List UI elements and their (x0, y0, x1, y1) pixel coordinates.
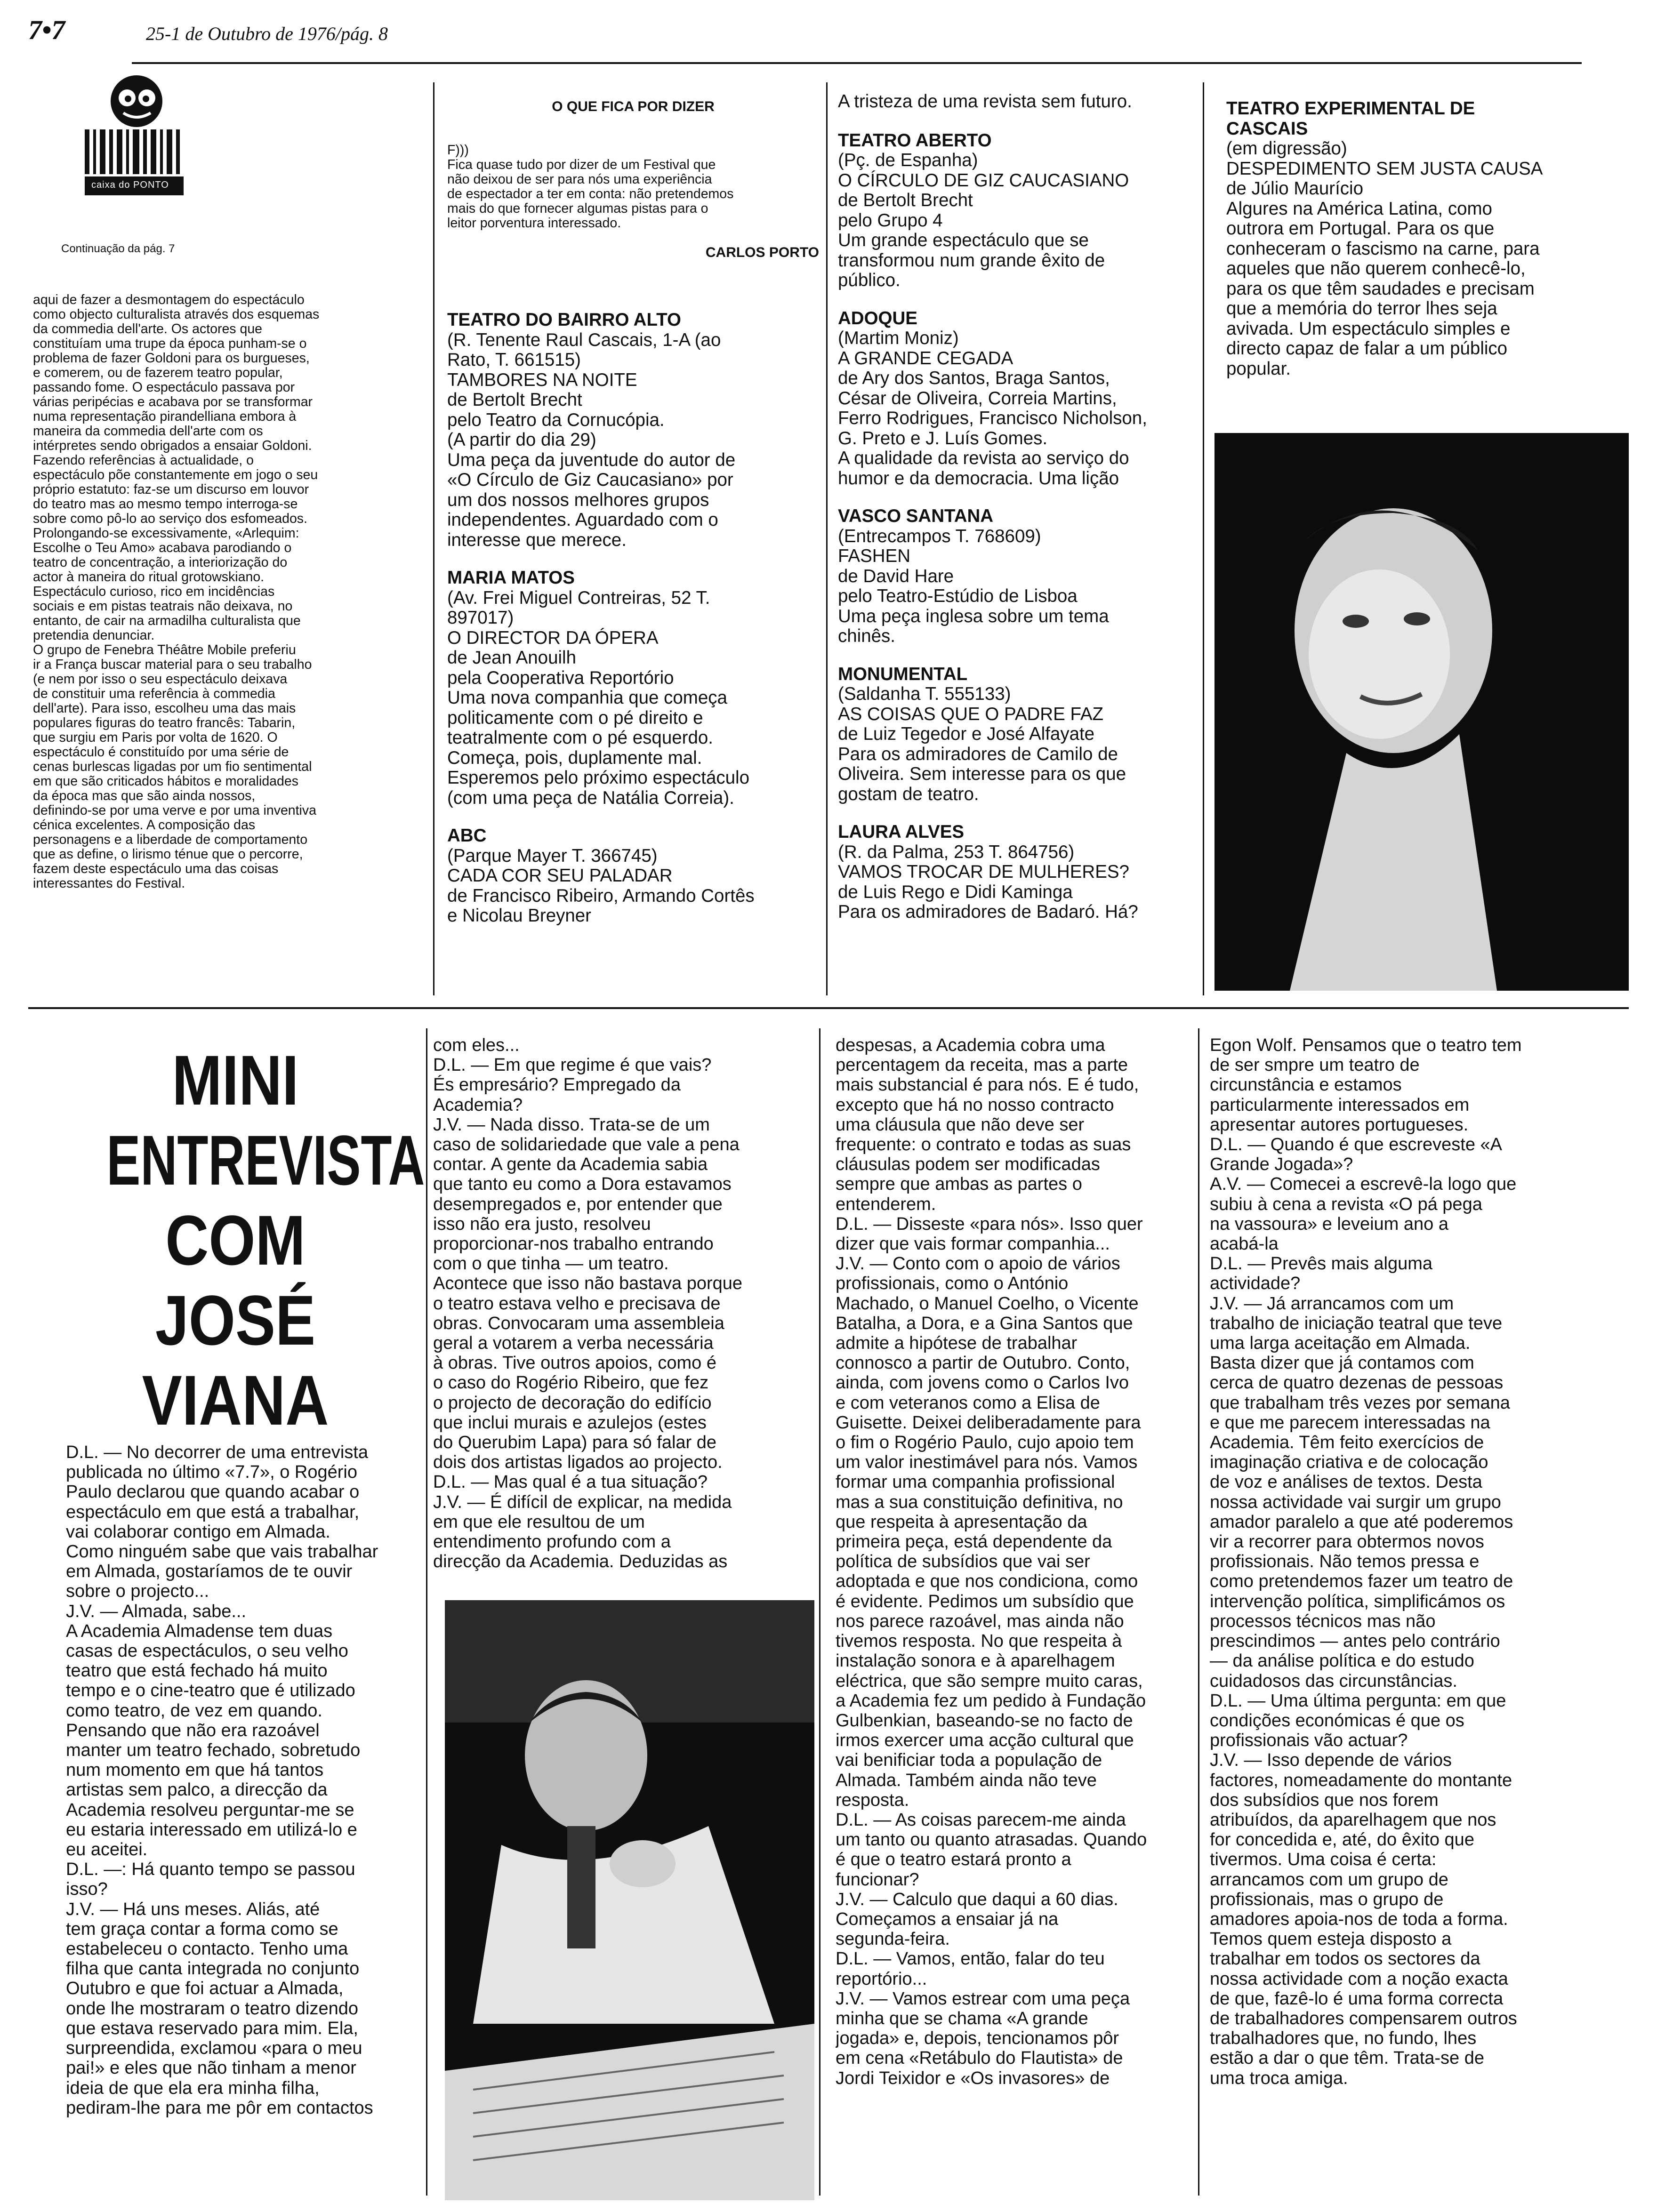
column-rule (819, 1028, 820, 2196)
interview-text: Egon Wolf. Pensamos que o teatro tem de ser smpre um teatro de circunstância e estamos particularmente interessados em apresentar autores portugueses. D.L. — Quando é que escreveste «A Grande Jogada»? A.V. — Comecei a escrevê-la logo que subiu à cena a revista «O pá pega na vassoura» e leveium ano a acabá-la D.L. — Prevês mais alguma actividade? J.V. — Já arrancamos com um trabalho de iniciação teatral que teve uma larga aceitação em Almada. Basta dizer que já contamos com cerca de quatro dezenas de pessoas que trabalham três vezes por semana e que me parecem interessadas na Academia. Têm feito exercícios de imaginação criativa e de colocação de voz e análises de textos. Desta nossa actividade vai surgir um grupo amador paralelo a que até poderemos vir a recorrer para obtermos novos profissionais. Não temos pressa e como pretendemos fazer um teatro de intervenção política, simplificámos os processos técnicos mas não prescindimos — antes pelo contrário — da análise política e do estudo cuidadosos das circunstâncias. D.L. — Uma última pergunta: em que condições económicas é que os profissionais vão actuar? J.V. — Isso depende de vários factores, nomeadamente do montante dos subsídios que nos forem atribuídos, da aparelhagem que nos for concedida e, até, do êxito que tivermos. Uma coisa é certa: arrancamos com um grupo de profissionais, mas o grupo de amadores apoia-nos de toda a forma. Temos quem esteja disposto a trabalhar em todos os sectores da nossa actividade com a noção exacta de que, fazê-lo é uma forma correcta de trabalhadores compensarem outros trabalhadores que, no fundo, lhes estão a dar o que têm. Trata-se de uma troca amiga. (1210, 1035, 1522, 2088)
theatre-details: (Av. Frei Miguel Contreiras, 52 T. 897017) O DIRECTOR DA ÓPERA de Jean Anouilh pela Cooperativa Reportório Uma nova companhia que começa politicamente com o pé direito e teatralmente com o pé esquerdo. Começa, pois, duplamente mal. Esperemos pelo próximo espectáculo (com uma peça de Natália Correia). (447, 587, 749, 808)
issue-date: 25-1 de Outubro de 1976/pág. 8 (146, 23, 388, 44)
theatre-name: ADOQUE (838, 308, 917, 329)
theatre-details: (Entrecampos T. 768609) FASHEN de David Hare pelo Teatro-Estúdio de Lisboa Uma peça inglesa sobre um tema chinês. (838, 526, 1109, 646)
jose-viana-photo (445, 1600, 814, 2200)
festival-review-para: O grupo de Fenebra Théâtre Mobile preferiu ir a França buscar material para o seu trabalho (e nem por isso o seu espectáculo deixava de constituir uma referência à commedia dell'arte). Para isso, escolheu uma das mais populares figuras do teatro francês: Tabarin, que surgiu em Paris por volta de 1620. O espectáculo é constituído por uma série de cenas burlescas ligadas por um fio sentimental em que são criticados hábitos e moralidades da época mas que são ainda nossos, definindo-se por uma verve e por uma inventiva cénica excelentes. A composição das personagens e a liberdade de comportamento que as define, o lirismo ténue que o percorre, fazem deste espectáculo uma das coisas interessantes do Festival. (33, 642, 316, 891)
theatre-entry (838, 506, 1200, 647)
theatre-name: TEATRO DO BAIRRO ALTO (447, 310, 681, 330)
column-rule (1198, 1028, 1199, 2196)
interview-text: D.L. — No decorrer de uma entrevista publicada no último «7.7», o Rogério Paulo declarou que quando acabar o espectáculo em que está a trabalhar, vai colaborar contigo em Almada. Como ninguém sabe que vais trabalhar em Almada, gostaríamos de te ouvir sobre o projecto... J.V. — Almada, sabe... A Academia Almadense tem duas casas de espectáculos, o seu velho teatro que está fechado há muito tempo e o cine-teatro que é utilizado como teatro, de vez em quando. Pensando que não era razoável manter um teatro fechado, sobretudo num momento em que há tantos artistas sem palco, a direcção da Academia resolveu perguntar-me se eu estaria interessado em utilizá-lo e eu aceitei. D.L. —: Há quanto tempo se passou isso? J.V. — Há uns meses. Aliás, até tem graça contar a forma como se estabeleceu o contacto. Tenho uma filha que canta integrada no conjunto Outubro e que foi actuar a Almada, onde lhe mostraram o teatro dizendo que estava reservado para mim. Ela, surpreendida, exclamou «para o meu pai!» e eles que não tinham a menor ideia de que ela era minha filha, pediram-lhe para me pôr em contactos (66, 1443, 378, 2118)
interview-text: com eles... D.L. — Em que regime é que vais? És empresário? Empregado da Academia? J.V. — Nada disso. Trata-se de um caso de solidariedade que vale a pena contar. A gente da Academia sabia que tanto eu como a Dora estavamos desempregados e, por entender que isso não era justo, resolveu proporcionar-nos trabalho entrando com o que tinha — um teatro. Acontece que isso não bastava porque o teatro estava velho e precisava de obras. Convocaram uma assembleia geral a votarem a verba necessária à obras. Tive outros apoios, como é o caso do Rogério Ribeiro, que fez o projecto de decoração do edifício que inclui murais e azulejos (estes do Querubim Lapa) para só falar de dois dos artistas ligados ao projecto. D.L. — Mas qual é a tua situação? J.V. — É difícil de explicar, na medida em que ele resultou de um entendimento profundo com a direcção da Academia. Deduzidas as (433, 1035, 743, 1572)
article-intro: F))) Fica quase tudo por dizer de um Festival que não deixou de ser para nós uma experiência de espectador a ter em conta: não pretendemos mais do que fornecer algumas pistas para o leitor porventura interessado. (447, 143, 734, 231)
theatre-entry (838, 822, 1200, 922)
theatre-name: TEATRO EXPERIMENTAL DE CASCAIS (1226, 99, 1475, 139)
theatre-entry (447, 568, 819, 808)
theatre-listings (447, 310, 819, 926)
headline-line: MINI (172, 1041, 299, 1120)
theatre-name: MONUMENTAL (838, 664, 968, 684)
theatre-entry (447, 310, 819, 550)
theatre-details: (Saldanha T. 555133) AS COISAS QUE O PADRE FAZ de Luiz Tegedor e José Alfayate Para os admiradores de Camilo de Oliveira. Sem interesse para os que gostam de teatro. (838, 684, 1126, 804)
column-rule (1203, 82, 1204, 995)
theatre-entry (838, 309, 1200, 489)
headline-line: COM (165, 1201, 306, 1280)
theatre-details: (em digressão) DESPEDIMENTO SEM JUSTA CAUSA de Júlio Maurício Algures na América Latina, como outrora em Portugal. Para os que conheceram o fascismo na carne, para aqueles que não querem conhecê-lo, para os que têm saudades e precisam que a memória do terror lhes seja avivada. Um espectáculo simples e directo capaz de falar a um público popular. (1226, 138, 1543, 379)
theatre-name: LAURA ALVES (838, 822, 965, 842)
column-rule (826, 82, 828, 995)
interview-column-1 (66, 1443, 428, 2205)
interview-column-4 (1210, 1035, 1619, 2203)
listings-column-4 (1226, 99, 1636, 428)
interview-text: despesas, a Academia cobra uma percentagem da receita, mas a parte mais substancial é para nós. E é tudo, excepto que há no nosso contracto uma cláusula que não deve ser frequente: o contrato e todas as suas cláusulas podem ser modificadas sempre que ambas as partes o entenderem. D.L. — Disseste «para nós». Isso quer dizer que vais formar companhia... J.V. — Conto com o apoio de vários profissionais, como o António Machado, o Manuel Coelho, o Vicente Batalha, a Dora, e a Gina Santos que admite a hipótese de trabalhar connosco a partir de Outubro. Conto, ainda, com jovens como o Carlos Ivo e com veteranos como a Elisa de Guisette. Deixei deliberadamente para o fim o Rogério Paulo, cujo apoio tem um valor inestimável para nós. Vamos formar uma companhia profissional mas a sua constituição definitiva, no que respeita à apresentação da primeira peça, está dependente da política de subsídios que vai ser adoptada e que nos condiciona, como é evidente. Pedimos um subsídio que nos parece razoável, mas ainda não tivemos resposta. No que respeita à instalação sonora e à aparelhagem eléctrica, que são sempre muito caras, a Academia fez um pedido à Fundação Gulbenkian, baseando-se no facto de irmos exercer uma acção cultural que vai benificiar toda a população de Almada. Também ainda não teve resposta. D.L. — As coisas parecem-me ainda um tanto ou quanto atrasadas. Quando é que o teatro estará pronto a funcionar? J.V. — Calculo que daqui a 60 dias. Começamos a ensaiar já na segunda-feira. D.L. — Vamos, então, falar do teu reportório... J.V. — Vamos estrear com uma peça minha que se chama «A grande jogada» e, depois, tencionamos pôr em cena «Retábulo do Flautista» de Jordi Teixidor e «Os invasores» de (836, 1035, 1147, 2088)
actor-photo (1215, 433, 1629, 991)
listings-column-2 (447, 94, 819, 998)
theatre-name: TEATRO ABERTO (838, 130, 992, 151)
interview-column-2 (433, 1035, 814, 1586)
theatre-name: ABC (447, 825, 487, 846)
theatre-name: VASCO SANTANA (838, 506, 994, 526)
theatre-details: (Pç. de Espanha) O CÍRCULO DE GIZ CAUCASIANO de Bertolt Brecht pelo Grupo 4 Um grande espectáculo que se transformou num grande êxito de público. (838, 150, 1129, 290)
column-rule (433, 82, 434, 995)
continuation-note: Continuação da pág. 7 (61, 242, 175, 255)
interview-column-3 (836, 1035, 1198, 2203)
article-title: O QUE FICA POR DIZER (552, 99, 715, 114)
theatre-name: MARIA MATOS (447, 568, 575, 588)
festival-review-column (33, 293, 424, 985)
header-rule (132, 62, 1582, 64)
headline-line: VIANA (142, 1361, 329, 1440)
headline-line: JOSÉ (155, 1281, 316, 1360)
theatre-details: (Parque Mayer T. 366745) CADA COR SEU PALADAR de Francisco Ribeiro, Armando Cortês e Nicolau Breyner (447, 845, 755, 926)
theatre-entry (838, 131, 1200, 291)
theatre-details: (R. Tenente Raul Cascais, 1-A (ao Rato, T. 661515) TAMBORES NA NOITE de Bertolt Brecht pelo Teatro da Cornucópia. (A partir do dia 29) Uma peça da juventude do autor de «O Círculo de Giz Caucasiano» por um dos nossos melhores grupos independentes. Aguardado com o interesse que merece. (447, 329, 736, 550)
theatre-entry (447, 826, 819, 926)
caixa-do-ponto-label: caixa do PONTO (91, 180, 169, 190)
headline-line: ENTREVISTA (106, 1121, 425, 1200)
theatre-details: (Martim Moniz) A GRANDE CEGADA de Ary dos Santos, Braga Santos, César de Oliveira, Correia Martins, Ferro Rodrigues, Francisco Nicholson, G. Preto e J. Luís Gomes. A qualidade da revista ao serviço do humor e da democracia. Uma lição (838, 328, 1147, 489)
newspaper-logo: 7•7 (28, 15, 65, 45)
section-divider (28, 1007, 1629, 1009)
article-author: CARLOS PORTO (705, 245, 819, 260)
theatre-entry (838, 665, 1200, 805)
caixa-do-ponto-logo (80, 71, 212, 198)
lead-line: A tristeza de uma revista sem futuro. (838, 92, 1132, 112)
festival-review-para: aqui de fazer a desmontagem do espectáculo como objecto culturalista através dos esquemas da commedia dell'arte. Os actores que constituíam uma trupe da época punham-se o problema de fazer Goldoni para os burgueses, e comerem, ou de fazerem teatro popular, passando fome. O espectáculo passava por várias peripécias e acabava por se transformar numa representação pirandelliana embora à maneira da commedia dell'arte com os intérpretes sendo obrigados a ensaiar Goldoni. Fazendo referências à actualidade, o espectáculo põe constantemente em jogo o seu próprio estatuto: faz-se um discurso em louvor do teatro mas ao mesmo tempo interroga-se sobre como pô-lo ao serviço dos esfomeados. Prolongando-se excessivamente, «Arlequim: Escolhe o Teu Amo» acabava parodiando o teatro de concentração, a interiorização do actor à maneira do ritual grotowskiano. Espectáculo curioso, rico em incidências sociais e em pistas teatrais não deixava, no entanto, de cair na armadilha culturalista que pretendia denunciar. (33, 293, 320, 643)
interview-headline (56, 1040, 425, 1440)
theatre-details: (R. da Palma, 253 T. 864756) VAMOS TROCAR DE MULHERES? de Luis Rego e Didi Kaminga Para os admiradores de Badaró. Há? (838, 842, 1138, 922)
listings-column-3 (838, 92, 1200, 995)
